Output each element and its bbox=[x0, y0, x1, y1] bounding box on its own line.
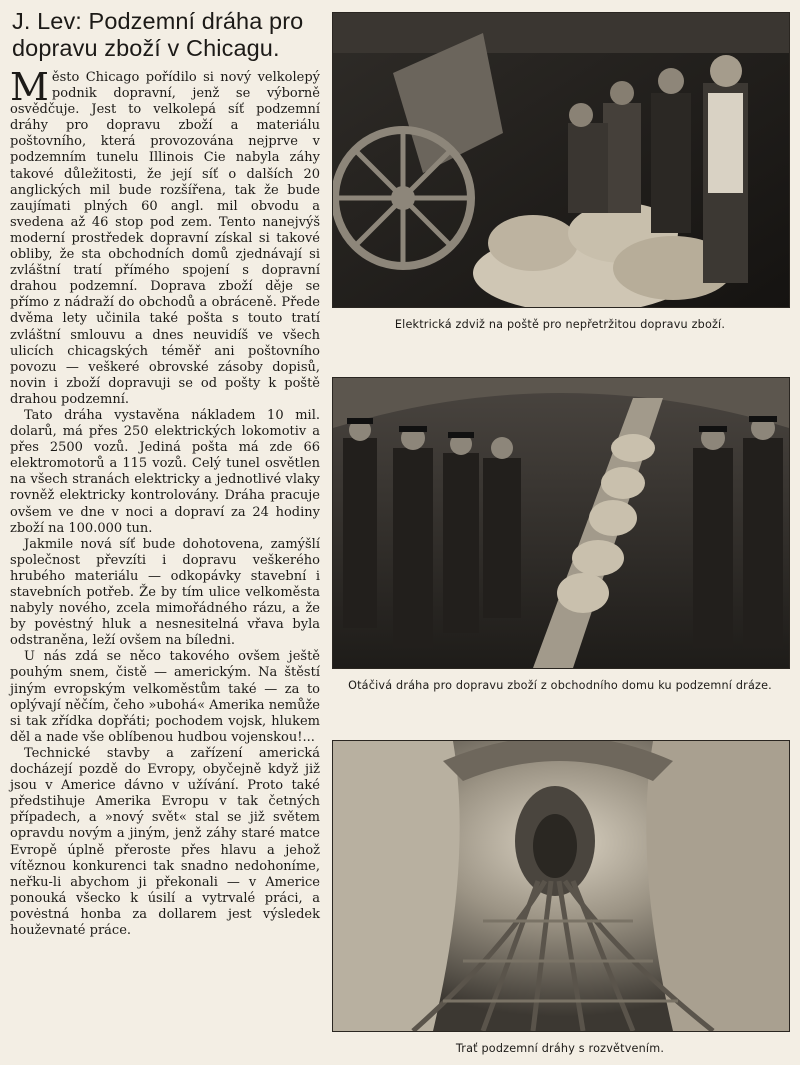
article-title: J. Lev: Podzemní dráha pro dopravu zboží v Chicagu. bbox=[12, 8, 304, 61]
figure-caption: Trať podzemní dráhy s rozvětvením. bbox=[455, 1042, 665, 1055]
photo-tunnel bbox=[332, 740, 790, 1032]
article-column bbox=[10, 8, 320, 939]
elevator-photo-image bbox=[333, 13, 789, 307]
drop-cap: M bbox=[10, 65, 49, 109]
photo-elevator bbox=[332, 12, 790, 308]
article-paragraph-5: Technické stavby a zařízení americká docházejí pozdě do Evropy, obyčejně když již jsou v Americe dávno v užívání. Proto také předstihuje Amerika Evropu v tak četných případech, a »nový svět« stal se již světem opravdu novým a jiným, jenž záhy staré matce Evropě úplně přeroste přes hlavu a jehož vítěznou konkurenci tak snadno nedohoníme, neřku-li abychom ji překonali — v Americe ponouká všecko k úsilí a vytrvalé práci, a povėstná honba za dollarem jest výsledek houževnaté práce. bbox=[10, 745, 320, 938]
article-paragraph-1 bbox=[10, 65, 320, 408]
figure-conveyor bbox=[332, 377, 788, 692]
article-paragraph-3: Jakmile nová síť bude dohotovena, zamýšlí společnost převzíti i dopravu veškerého hrubého materiálu — odkopávky stavební i stavebních potřeb. Že by tím ulice velkoměsta nabyly nového, zcela mimořádného rázu, a že by povėstný hluk a nesnesitelná vřava byla odstraněna, leží ovšem na bíledni. bbox=[10, 536, 320, 649]
article-paragraph-2: Tato dráha vystavěna nákladem 10 mil. dolarů, má přes 250 elektrických lokomotiv a přes 2500 vozů. Jediná pošta má zde 66 elektromotorů a 115 vozů. Celý tunel osvětlen na všech stranách elektricky a jednotlivé vlaky rovněž elektricky kontrolovány. Dráha pracuje ovšem ve dne v noci a dopraví za 24 hodiny zboží na 100.000 tun. bbox=[10, 407, 320, 536]
figure-caption: Elektrická zdviž na poště pro nepřetržitou dopravu zboží. bbox=[394, 318, 726, 331]
figure-elevator bbox=[332, 12, 788, 331]
article-paragraph-4: U nás zdá se něco takového ovšem ještě pouhým snem, čistě — americkým. Na štěstí jiným evropským velkoměstům také — za to oplývají něčím, čeho »ubohá« Amerika nemůže si tak zřídka dopřáti; pochodem vojsk, hlukem děl a nade vše oblíbenou hudbou vojenskou!... bbox=[10, 649, 321, 745]
figure-tunnel bbox=[332, 740, 788, 1055]
photo-conveyor bbox=[332, 377, 790, 669]
paragraph-text: ěsto Chicago pořídilo si nový velkolepý podnik dopravní, jenž se výborně osvědčuje. Jest to velkolepá síť podzemní dráhy pro dopravu zboží a materiálu poštovního, která provozována nejprve v podzemním tunelu Illinois Cie nabyla záhy takové důležitosti, že její síť o dalších 20 anglických mil bude rozšířena, tak že bude zaujímati plných 60 angl. mil obvodu a svedena až 46 stop pod zem. Tento nanejvýš moderní prostředek dopravní získal si takové obliby, že sta obchodních domů zjednávají si zvláštní tratí přímého spojení s dopravní drahou podzemní. Doprava zboží děje se přímo z nádraží do obchodů a obráceně. Přede dvěma lety učinila také pošta s touto tratí zvláštní smlouvu a dnes neuvidíš ve všech ulicích chicagských téměř ani poštovního povozu — veškeré obrovské zásoby dopisů, novin i zboží dopravuji se od pošty k poště drahou podzemní. bbox=[10, 70, 320, 407]
tunnel-photo-image bbox=[333, 741, 789, 1031]
figure-caption: Otáčivá dráha pro dopravu zboží z obchodního domu ku podzemní dráze. bbox=[348, 679, 772, 692]
conveyor-photo-image bbox=[333, 378, 789, 668]
